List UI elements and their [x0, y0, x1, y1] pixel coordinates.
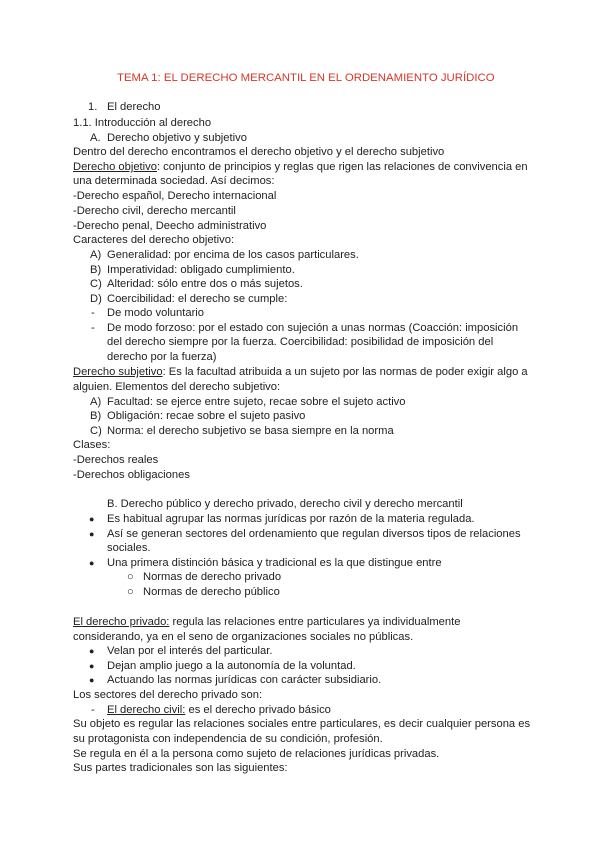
bullet-icon: ● [89, 529, 95, 539]
dash-marker: - [91, 704, 95, 716]
document-title: TEMA 1: EL DERECHO MERCANTIL EN EL ORDENAMIENTO JURÍDICO [117, 72, 495, 84]
list-item: Así se generan sectores del ordenamiento que regulan diversos tipos de relaciones [107, 528, 521, 540]
dash-marker: - [91, 307, 95, 319]
bullet-icon: ● [89, 646, 95, 656]
subsection-heading: 1.1. Introducción al derecho [73, 117, 212, 129]
subheading-b: B. Derecho público y derecho privado, derecho civil y derecho mercantil [107, 498, 463, 510]
definition-text: : Es la facultad atribuida a un sujeto por las normas de poder exigir algo a [162, 366, 528, 378]
list-item: Es habitual agrupar las normas jurídicas por razón de la materia regulada. [107, 513, 475, 525]
circle-bullet-icon: ○ [127, 571, 134, 583]
paragraph: su protagonista con independencia de su condición, profesión. [73, 733, 383, 745]
bullet-icon: ● [89, 661, 95, 671]
circle-bullet-icon: ○ [127, 586, 134, 598]
definition-text: es el derecho privado básico [185, 704, 331, 716]
list-item-continued: del derecho siempre por la fuerza. Coercibilidad: posibilidad de imposición del [107, 336, 494, 348]
term-derecho-subjetivo: Derecho subjetivo [73, 366, 163, 378]
definition-line: considerando, ya en el seno de organizaciones sociales no públicas. [73, 631, 414, 643]
definition-line [73, 365, 528, 379]
clases-heading: Clases: [73, 439, 111, 451]
paragraph: Sus partes tradicionales son las siguientes: [73, 762, 288, 774]
list-item: -Derecho español, Derecho internacional [73, 190, 277, 202]
dash-marker: - [91, 322, 95, 334]
list-item: Norma: el derecho subjetivo se basa siempre en la norma [107, 425, 394, 437]
definition-text: : conjunto de principios y reglas que rigen las relaciones de convivencia en [156, 161, 528, 173]
list-item: Facultad: se ejerce entre sujeto, recae sobre el sujeto activo [107, 396, 406, 408]
list-marker: B) [90, 410, 102, 422]
definition-line: una determinada sociedad. Así decimos: [73, 175, 275, 187]
term-derecho-privado: El derecho privado: [73, 616, 170, 628]
list-item: -Derecho penal, Deecho administrativo [73, 220, 267, 232]
list-item-continued: derecho por la fuerza) [107, 351, 217, 363]
paragraph: Su objeto es regular las relaciones sociales entre particulares, es decir cualquier persona es [73, 718, 531, 730]
list-item: Generalidad: por encima de los casos particulares. [107, 249, 359, 261]
list-item: Dejan amplio juego a la autonomía de la voluntad. [107, 660, 356, 672]
bullet-icon: ● [89, 558, 95, 568]
term-derecho-objetivo: Derecho objetivo [73, 161, 157, 173]
list-marker: A. [90, 132, 101, 144]
definition-line [73, 615, 460, 629]
sectores-heading: Los sectores del derecho privado son: [73, 689, 263, 701]
list-item: Actuando las normas jurídicas con carácter subsidiario. [107, 674, 382, 686]
caracteres-heading: Caracteres del derecho objetivo: [73, 234, 235, 246]
definition-line [73, 160, 528, 174]
list-item: Una primera distinción básica y tradicional es la que distingue entre [107, 557, 442, 569]
section-number: 1. [88, 101, 98, 113]
list-marker: B) [90, 264, 102, 276]
list-marker: D) [90, 293, 102, 305]
bullet-icon: ● [89, 514, 95, 524]
paragraph: Dentro del derecho encontramos el derecho objetivo y el derecho subjetivo [73, 146, 445, 158]
paragraph: Se regula en él a la persona como sujeto de relaciones jurídicas privadas. [73, 748, 440, 760]
term-derecho-civil: El derecho civil: [107, 704, 186, 716]
list-item: De modo forzoso: por el estado con sujeción a unas normas (Coacción: imposición [107, 322, 519, 334]
list-marker: C) [90, 425, 102, 437]
definition-line: alguien. Elementos del derecho subjetivo: [73, 381, 281, 393]
list-marker: A) [90, 396, 102, 408]
list-item: Imperatividad: obligado cumplimiento. [107, 264, 295, 276]
subheading-a: Derecho objetivo y subjetivo [107, 132, 247, 144]
list-item: -Derechos reales [73, 454, 159, 466]
list-item: Normas de derecho privado [143, 571, 282, 583]
bullet-icon: ● [89, 675, 95, 685]
list-item: Velan por el interés del particular. [107, 645, 273, 657]
list-item: De modo voluntario [107, 307, 205, 319]
list-item: -Derecho civil, derecho mercantil [73, 205, 236, 217]
list-item-continued: sociales. [107, 542, 151, 554]
list-marker: A) [90, 249, 102, 261]
list-item: Obligación: recae sobre el sujeto pasivo [107, 410, 306, 422]
list-item: Alteridad: sólo entre dos o más sujetos. [107, 278, 303, 290]
section-heading: El derecho [107, 101, 161, 113]
definition-text: regula las relaciones entre particulares ya individualmente [169, 616, 461, 628]
list-marker: C) [90, 278, 102, 290]
list-item [107, 703, 331, 717]
list-item: -Derechos obligaciones [73, 469, 190, 481]
list-item: Coercibilidad: el derecho se cumple: [107, 293, 288, 305]
list-item: Normas de derecho público [143, 586, 280, 598]
